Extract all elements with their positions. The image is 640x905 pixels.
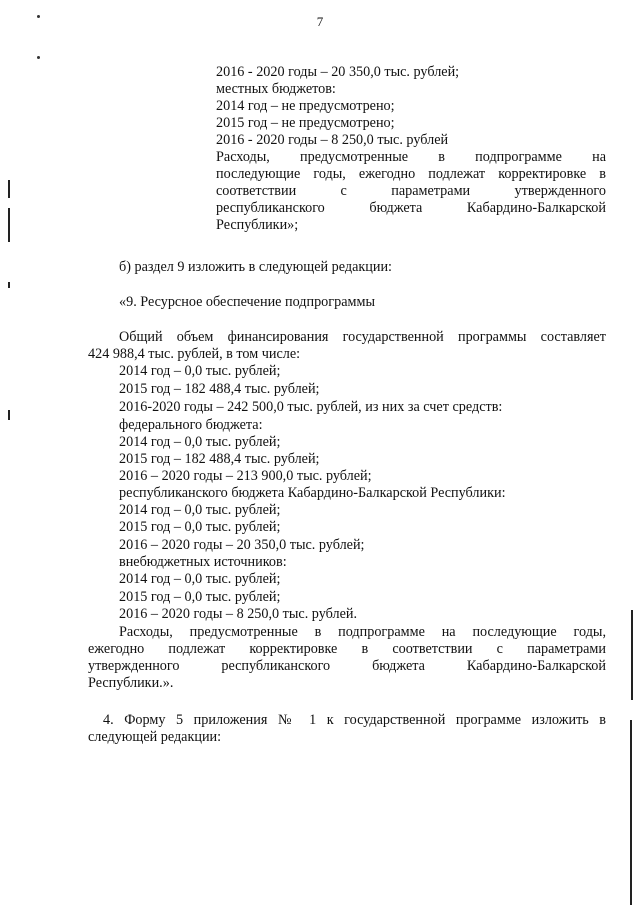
text-line: республиканского бюджета Кабардино-Балкарской: [216, 200, 606, 216]
funding-line: 2016 – 2020 годы – 213 900,0 тыс. рублей;: [119, 468, 372, 484]
text-line: утвержденного республиканского бюджета Кабардино-Балкарской: [88, 658, 606, 674]
section-title: «9. Ресурсное обеспечение подпрограммы: [119, 294, 375, 310]
text-line: следующей редакции:: [88, 729, 222, 745]
funding-line: 2014 год – 0,0 тыс. рублей;: [119, 571, 281, 587]
margin-mark: [8, 208, 10, 242]
scan-dot: [37, 56, 40, 59]
text-line: последующие годы, ежегодно подлежат корректировке в: [216, 166, 606, 182]
text-line: соответствии с параметрами утвержденного: [216, 183, 606, 199]
funding-line: 2015 год – 182 488,4 тыс. рублей;: [119, 381, 320, 397]
page-number: 7: [316, 14, 324, 29]
text-line: ежегодно подлежат корректировке в соответствии с параметрами: [88, 641, 606, 657]
text-line: 2016 - 2020 годы – 20 350,0 тыс. рублей;: [216, 64, 460, 80]
text-line: 4. Форму 5 приложения № 1 к государственной программе изложить в: [103, 712, 606, 728]
text-line: Расходы, предусмотренные в подпрограмме на: [216, 149, 606, 165]
margin-mark: [8, 282, 10, 288]
funding-line: 2014 год – 0,0 тыс. рублей;: [119, 434, 281, 450]
margin-mark: [8, 180, 10, 198]
funding-line: 2016 – 2020 годы – 8 250,0 тыс. рублей.: [119, 606, 357, 622]
funding-line: 2016-2020 годы – 242 500,0 тыс. рублей, из них за счет средств:: [119, 399, 503, 415]
funding-line: 2014 год – 0,0 тыс. рублей;: [119, 363, 281, 379]
text-line: Расходы, предусмотренные в подпрограмме на последующие годы,: [119, 624, 606, 640]
text-line: Республики»;: [216, 217, 299, 233]
text-line: местных бюджетов:: [216, 81, 336, 97]
text-line: 2015 год – не предусмотрено;: [216, 115, 395, 131]
margin-mark: [631, 610, 633, 700]
margin-mark: [630, 720, 632, 905]
funding-line: 2016 – 2020 годы – 20 350,0 тыс. рублей;: [119, 537, 365, 553]
scan-dot: [37, 15, 40, 18]
funding-line: республиканского бюджета Кабардино-Балкарской Республики:: [119, 485, 506, 501]
text-line: 424 988,4 тыс. рублей, в том числе:: [88, 346, 301, 362]
margin-mark: [8, 410, 10, 420]
funding-line: 2015 год – 0,0 тыс. рублей;: [119, 589, 281, 605]
text-line: Общий объем финансирования государственной программы составляет: [119, 329, 606, 345]
text-line: Республики.».: [88, 675, 174, 691]
funding-line: федерального бюджета:: [119, 417, 263, 433]
funding-line: внебюджетных источников:: [119, 554, 287, 570]
item-b: б) раздел 9 изложить в следующей редакции:: [119, 259, 392, 275]
text-line: 2016 - 2020 годы – 8 250,0 тыс. рублей: [216, 132, 449, 148]
funding-line: 2015 год – 182 488,4 тыс. рублей;: [119, 451, 320, 467]
text-line: 2014 год – не предусмотрено;: [216, 98, 395, 114]
funding-line: 2015 год – 0,0 тыс. рублей;: [119, 519, 281, 535]
funding-line: 2014 год – 0,0 тыс. рублей;: [119, 502, 281, 518]
